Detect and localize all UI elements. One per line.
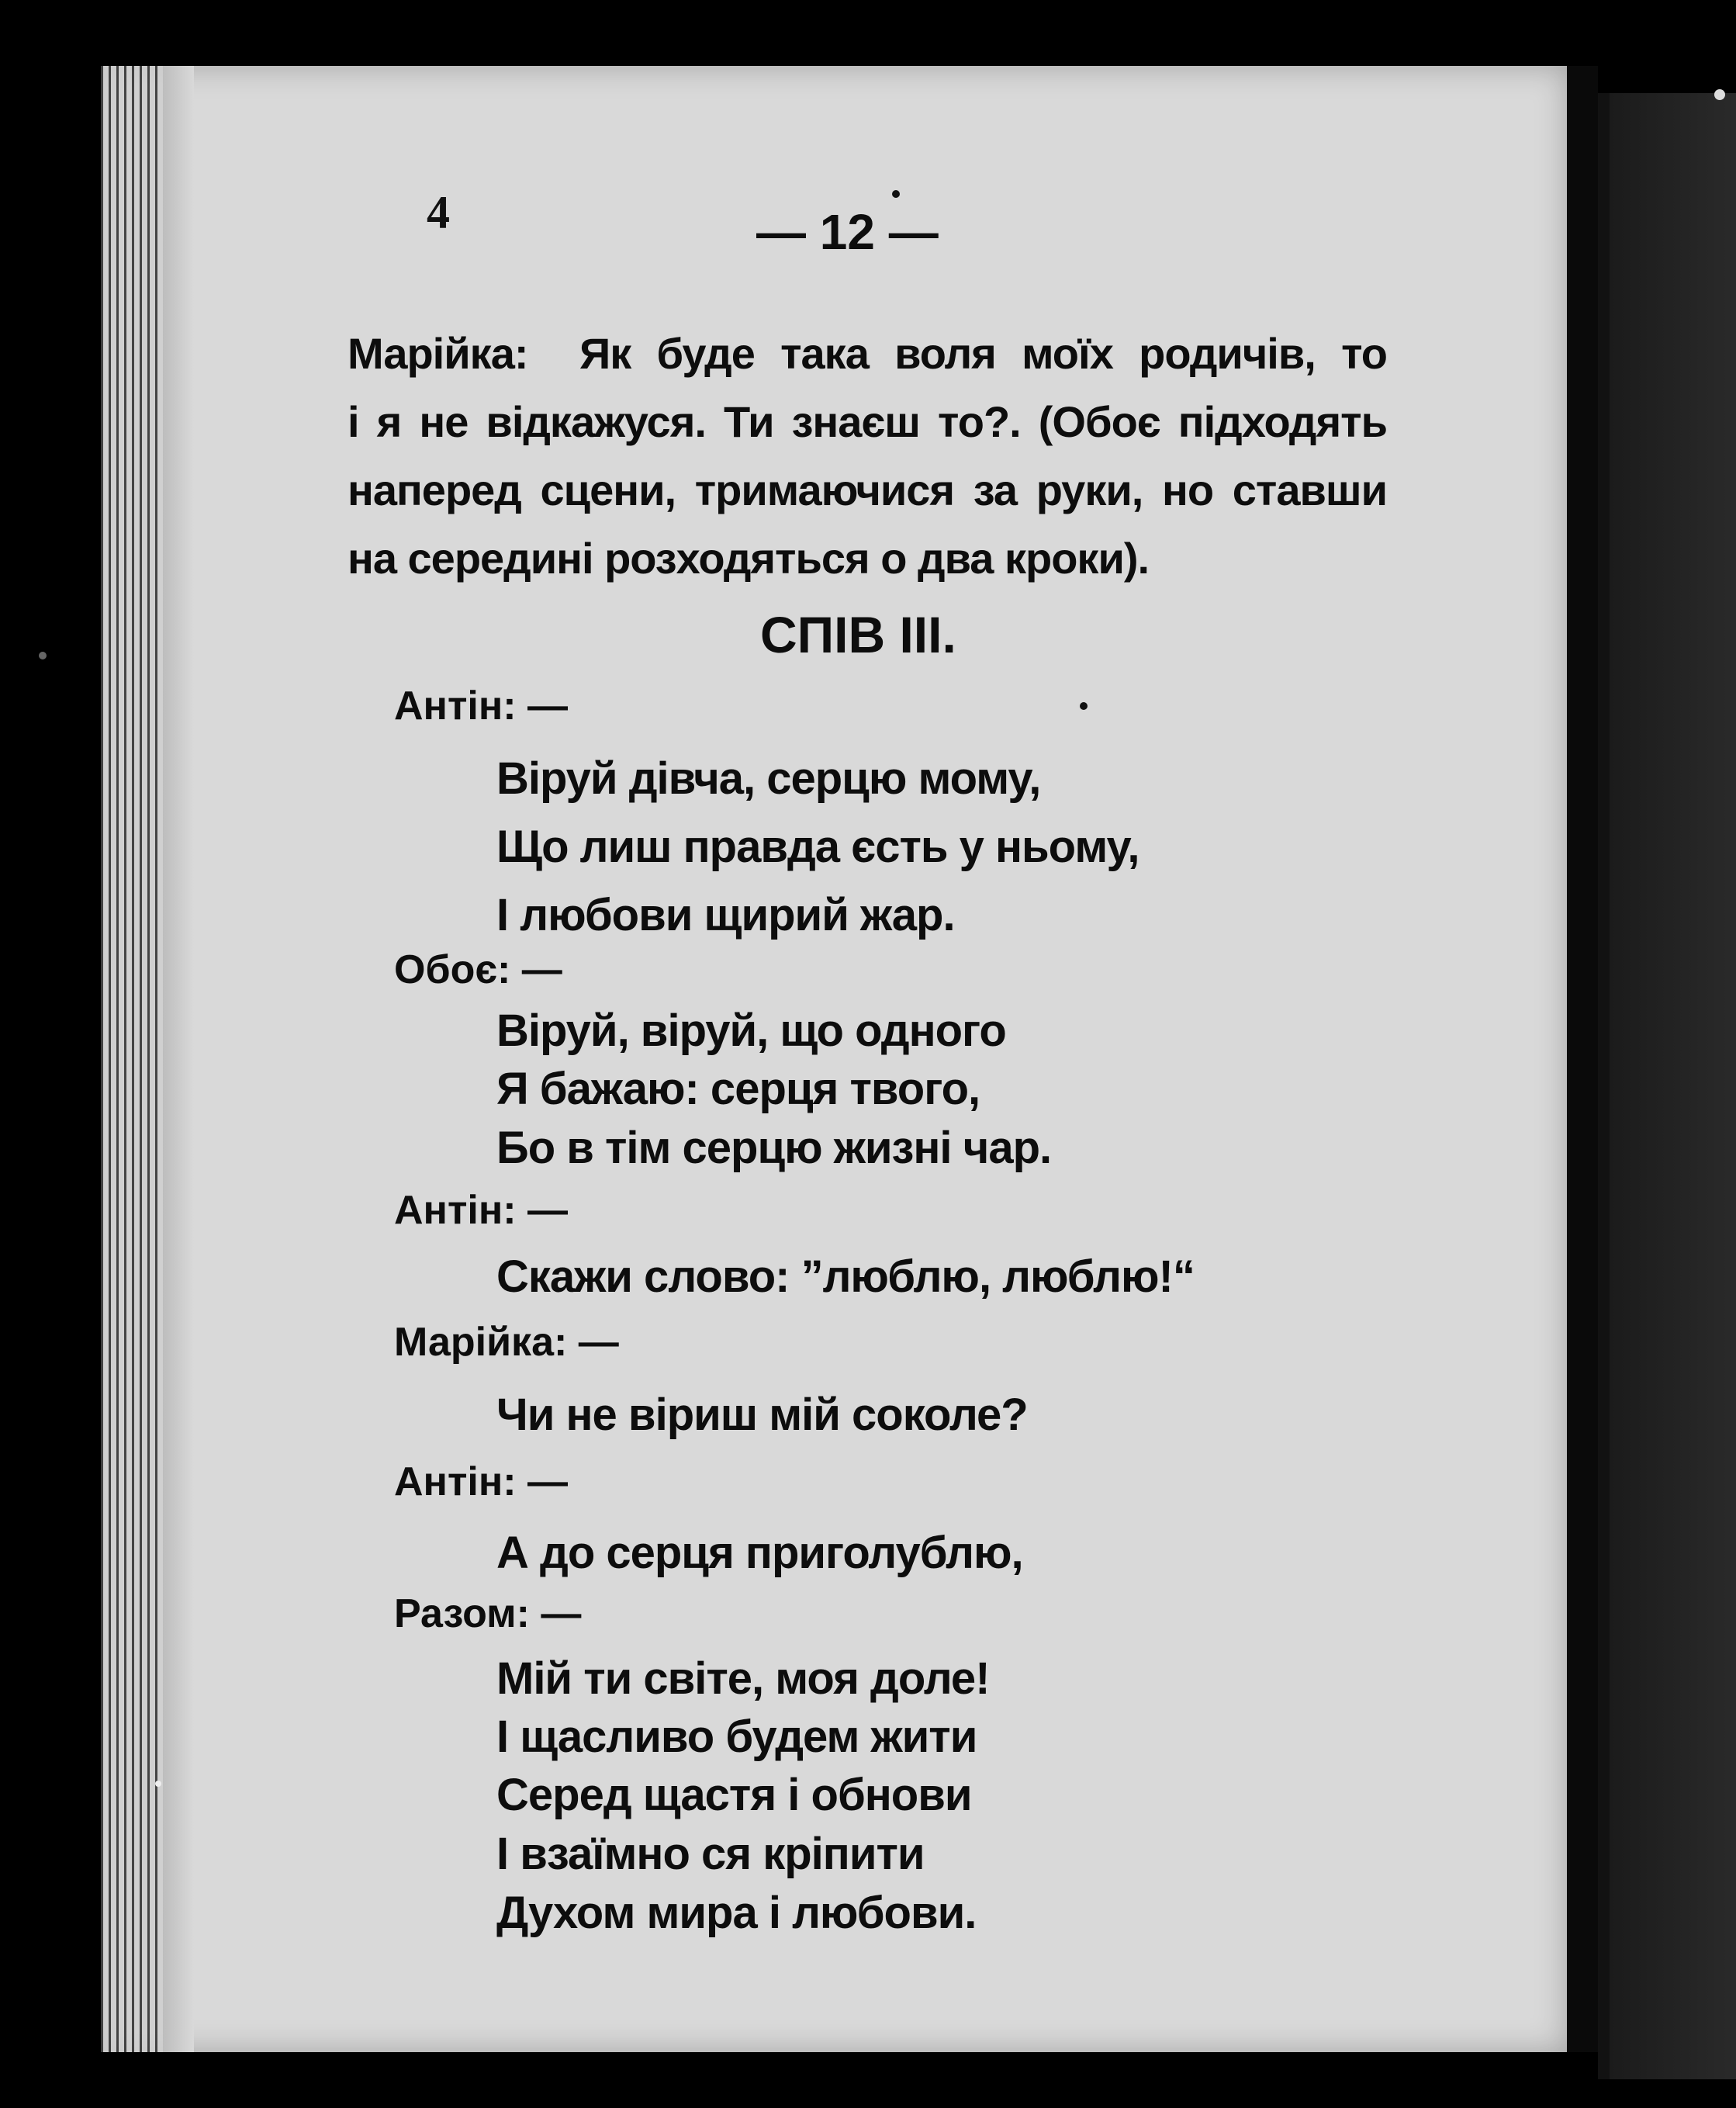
intro-line-4: на середині розходяться о два кроки). bbox=[348, 534, 1150, 583]
speaker-label: Обоє: — bbox=[394, 947, 562, 992]
verse-line: А до серця приголублю, bbox=[496, 1528, 1023, 1578]
binding-shadow bbox=[163, 66, 194, 2052]
intro-line-2: і я не відкажуся. Ти знаєш то?. (Обоє підходять bbox=[348, 397, 1387, 446]
verse-line: Серед щастя і обнови bbox=[496, 1770, 972, 1820]
scan-speck bbox=[155, 1781, 161, 1787]
intro-line-3: наперед сцени, тримаючися за руки, но ставши bbox=[348, 466, 1387, 514]
verse-line: Чи не віриш мій соколе? bbox=[496, 1390, 1028, 1440]
intro-line-1 bbox=[348, 320, 1387, 388]
verse-line: Я бажаю: серця твого, bbox=[496, 1064, 980, 1114]
verse-line: Бо в тім серцю жизні чар. bbox=[496, 1123, 1052, 1173]
scan-speck bbox=[39, 652, 47, 659]
scan-speck bbox=[1080, 702, 1088, 710]
speaker-label: Разом: — bbox=[394, 1591, 582, 1636]
intro-speaker: Марійка: bbox=[348, 329, 528, 378]
verse-line: Віруй, віруй, що одного bbox=[496, 1006, 1006, 1056]
verse-line: І любови щирий жар. bbox=[496, 890, 955, 940]
page-corner-mark: 4 bbox=[427, 187, 450, 238]
verse-line: І щасливо будем жити bbox=[496, 1712, 977, 1762]
intro-paragraph bbox=[348, 320, 1387, 593]
song-heading: СПІВ ІІІ. bbox=[760, 606, 956, 663]
speaker-label: Антін: — bbox=[394, 1459, 569, 1504]
scan-speck bbox=[1714, 89, 1725, 100]
verse-line: Скажи слово: ”люблю, люблю!“ bbox=[496, 1251, 1195, 1302]
scan-speck bbox=[892, 190, 900, 198]
intro-line-1-text: Як буде така воля моїх родичів, то bbox=[579, 329, 1387, 378]
verse-line: Віруй дівча, серцю мому, bbox=[496, 753, 1041, 804]
page-binding bbox=[101, 66, 163, 2052]
verse-line: Що лиш правда єсть у ньому, bbox=[496, 822, 1139, 872]
verse-line: Духом мира і любови. bbox=[496, 1888, 977, 1938]
page-gutter bbox=[1567, 66, 1598, 2052]
verse-line: І взаїмно ся кріпити bbox=[496, 1829, 925, 1879]
adjacent-page-shade bbox=[1610, 93, 1736, 2079]
verse-line: Мій ти світе, моя доле! bbox=[496, 1653, 990, 1704]
speaker-label: Марійка: — bbox=[394, 1320, 619, 1365]
page-number: — 12 — bbox=[756, 204, 939, 260]
speaker-label: Антін: — bbox=[394, 684, 569, 729]
speaker-label: Антін: — bbox=[394, 1188, 569, 1233]
